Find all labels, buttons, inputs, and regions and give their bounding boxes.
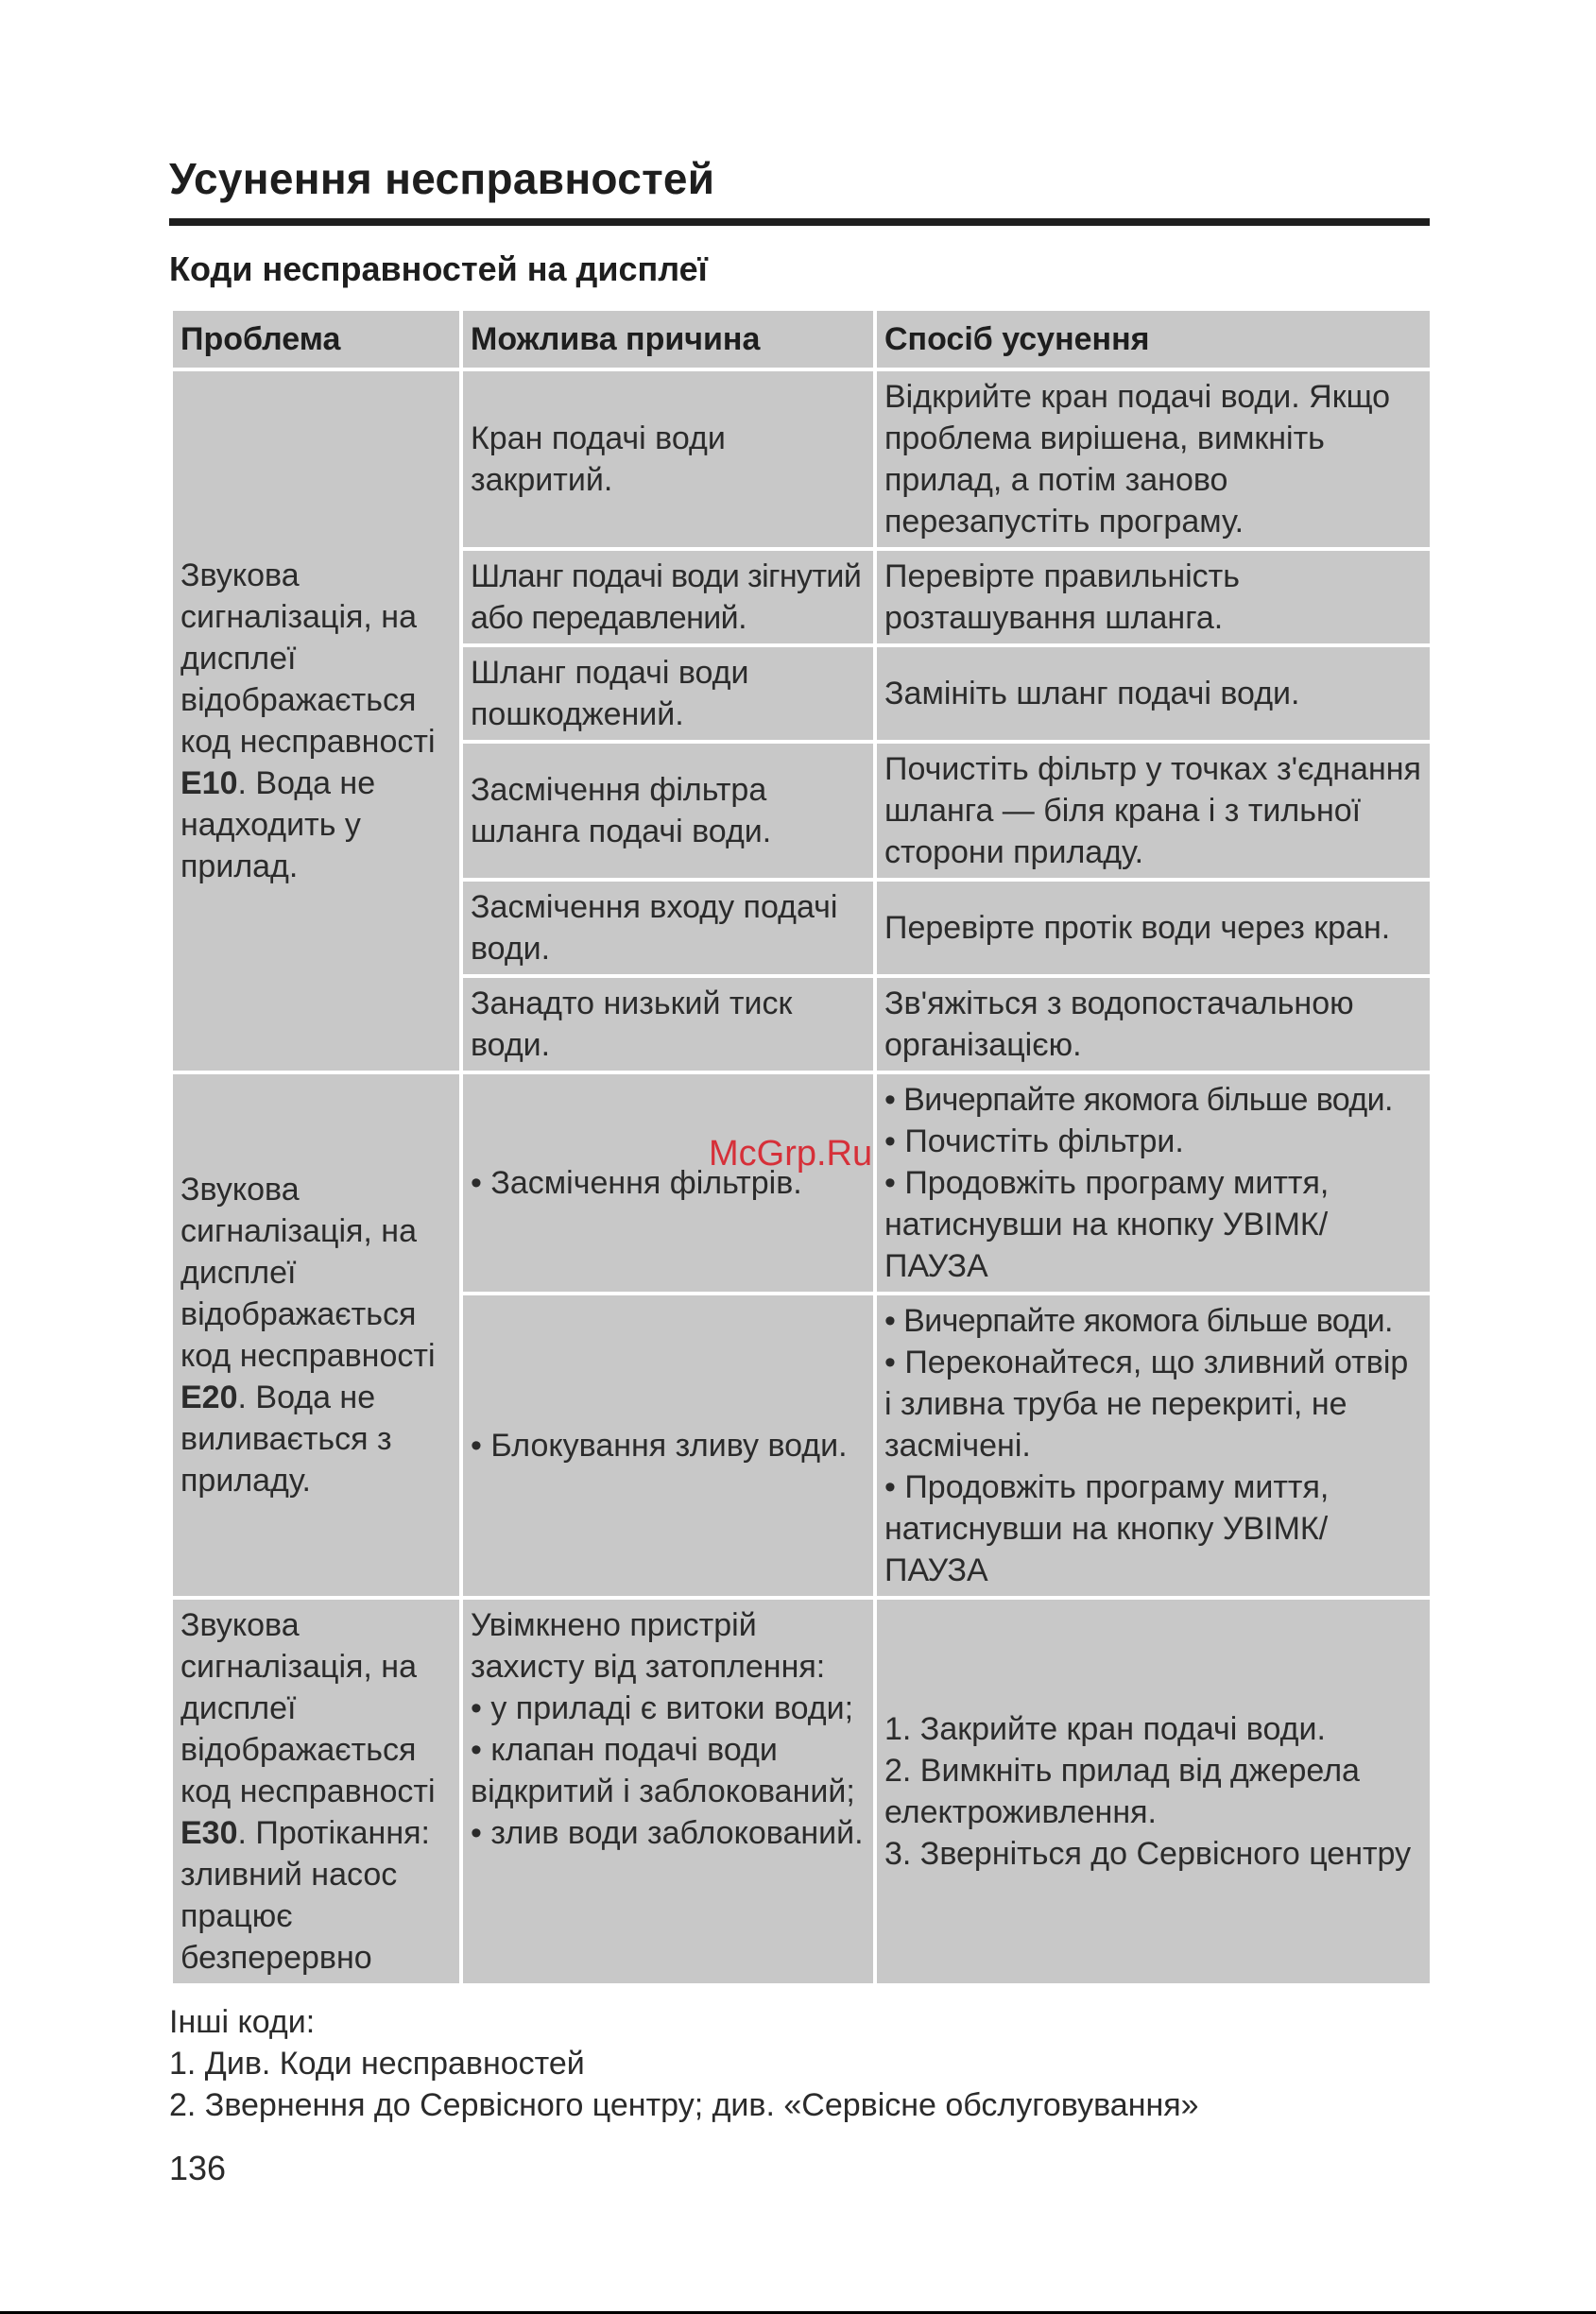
solution-cell: Перевірте протік води через кран. <box>875 880 1432 976</box>
solution-line: • Почистіть фільтри. <box>884 1123 1184 1159</box>
cause-line: • клапан подачі води відкритий і заблокований; <box>471 1732 855 1809</box>
header-solution: Спосіб усунення <box>875 309 1432 369</box>
problem-e10-text-tail: . Вода не надходить у прилад. <box>180 765 376 884</box>
solution-line: • Продовжіть програму миття, натиснувши на кнопку УВІМК/ПАУЗА <box>884 1469 1330 1588</box>
solution-cell: Зв'яжіться з водопостачальною організацією. <box>875 976 1432 1072</box>
section-title: Коди несправностей на дисплеї <box>169 249 708 288</box>
cause-line: • у приладі є витоки води; <box>471 1690 854 1726</box>
cause-cell: • Блокування зливу води. <box>461 1294 875 1598</box>
table-header-row <box>171 309 1432 369</box>
solution-line: • Вичерпайте якомога більше води. <box>884 1082 1393 1118</box>
cause-cell: Шланг подачі води зігнутий або передавлений. <box>461 549 875 645</box>
problem-e30-text: Звукова сигналізація, на дисплеї відображається код несправності <box>180 1607 436 1809</box>
solution-cell: Почистіть фільтр у точках з'єднання шланга — біля крана і з тильної сторони приладу. <box>875 742 1432 880</box>
solution-cell: Відкрийте кран подачі води. Якщо проблема вирішена, вимкніть прилад, а потім заново перезапустіть програму. <box>875 369 1432 549</box>
table-row <box>171 1072 1432 1294</box>
solution-cell: Перевірте правильність розташування шланга. <box>875 549 1432 645</box>
solution-line: 2. Вимкніть прилад від джерела електроживлення. <box>884 1753 1360 1830</box>
other-codes-item: 2. Звернення до Сервісного центру; див. «Сервісне обслуговування» <box>169 2087 1199 2123</box>
solution-line: 1. Закрийте кран подачі води. <box>884 1711 1326 1747</box>
solution-line: • Вичерпайте якомога більше води. <box>884 1303 1393 1339</box>
cause-cell: Засмічення фільтра шланга подачі води. <box>461 742 875 880</box>
cause-line: • злив води заблокований. <box>471 1815 864 1851</box>
solution-line: • Переконайтеся, що зливний отвір і зливна труба не перекриті, не засмічені. <box>884 1345 1409 1464</box>
title-divider <box>169 218 1430 226</box>
watermark: McGrp.Ru <box>709 1134 873 1174</box>
other-codes-item: 1. Див. Коди несправностей <box>169 2046 585 2082</box>
solution-line: 3. Зверніться до Сервісного центру <box>884 1836 1412 1872</box>
cause-line: Увімкнено пристрій захисту від затоплення: <box>471 1607 826 1685</box>
problem-e30 <box>171 1598 461 1985</box>
page-number: 136 <box>169 2149 227 2187</box>
problem-e10 <box>171 369 461 1072</box>
table-row <box>171 1598 1432 1985</box>
page-title: Усунення несправностей <box>169 154 715 203</box>
cause-cell <box>461 1598 875 1985</box>
solution-cell <box>875 1598 1432 1985</box>
solution-line: • Продовжіть програму миття, натиснувши на кнопку УВІМК/ПАУЗА <box>884 1165 1330 1284</box>
error-code-e10: E10 <box>180 765 238 801</box>
other-codes-intro: Інші коди: <box>169 2004 316 2040</box>
solution-cell <box>875 1072 1432 1294</box>
cause-cell: Засмічення входу подачі води. <box>461 880 875 976</box>
problem-e10-text: Звукова сигналізація, на дисплеї відображається код несправності <box>180 557 436 760</box>
problem-e20-text: Звукова сигналізація, на дисплеї відображається код несправності <box>180 1172 436 1374</box>
header-cause: Можлива причина <box>461 309 875 369</box>
error-code-e30: E30 <box>180 1815 238 1851</box>
error-code-e20: E20 <box>180 1380 238 1415</box>
problem-e20-text-tail: . Вода не виливається з приладу. <box>180 1380 392 1499</box>
cause-cell: Занадто низький тиск води. <box>461 976 875 1072</box>
other-codes-note <box>169 2001 1199 2126</box>
problem-e20 <box>171 1072 461 1598</box>
header-problem: Проблема <box>171 309 461 369</box>
solution-cell <box>875 1294 1432 1598</box>
table-row <box>171 369 1432 549</box>
cause-cell: Кран подачі води закритий. <box>461 369 875 549</box>
problem-e30-text-tail: . Протікання: зливний насос працює безперервно <box>180 1815 430 1976</box>
cause-cell: Шланг подачі води пошкоджений. <box>461 645 875 742</box>
solution-cell: Замініть шланг подачі води. <box>875 645 1432 742</box>
cause-cell: • Засмічення фільтрів. <box>461 1072 875 1294</box>
